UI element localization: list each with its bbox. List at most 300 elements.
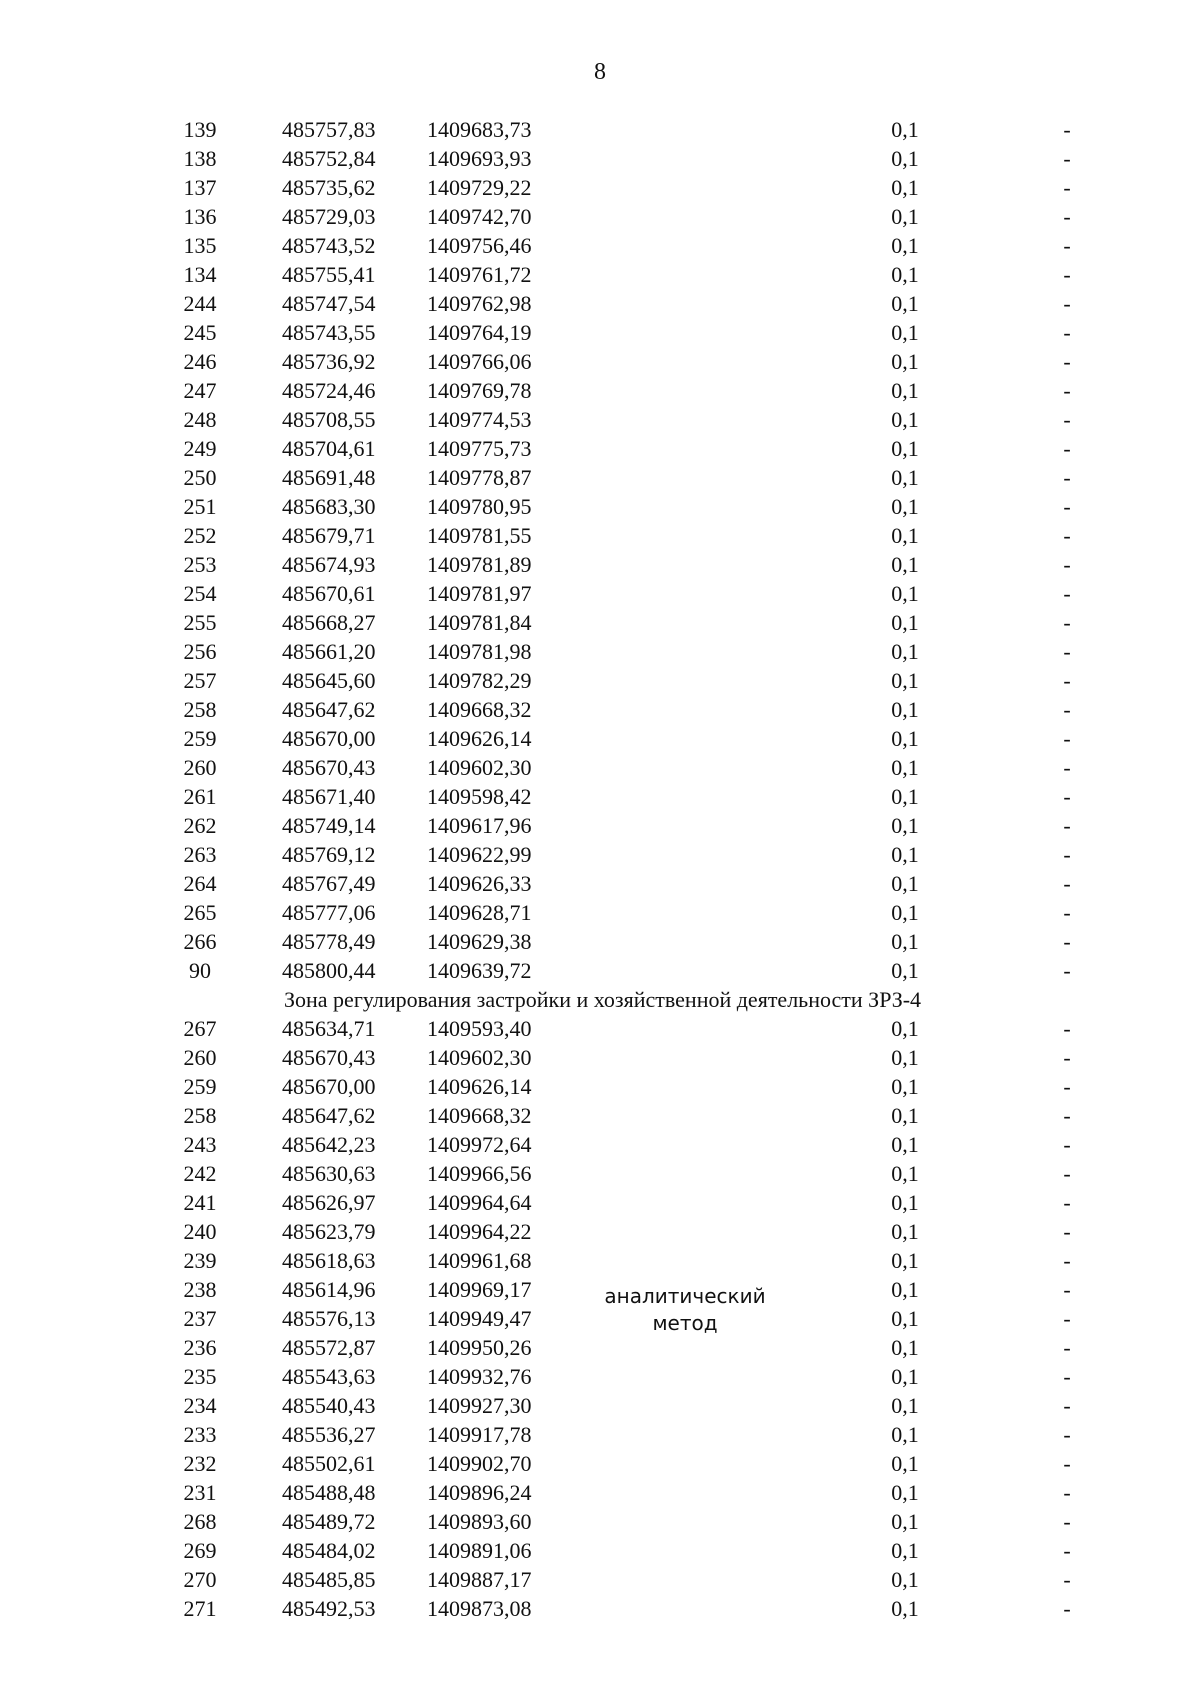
y-coordinate-cell: 1409964,64 xyxy=(427,1190,532,1215)
table-row xyxy=(0,1362,1200,1391)
y-coordinate-cell: 1409782,29 xyxy=(427,668,532,693)
x-coordinate-cell: 485747,54 xyxy=(282,291,376,316)
accuracy-cell: 0,1 xyxy=(891,726,919,751)
point-number-cell: 242 xyxy=(183,1161,217,1186)
table-row xyxy=(0,231,1200,260)
y-coordinate-cell: 1409775,73 xyxy=(427,436,532,461)
x-coordinate-cell: 485729,03 xyxy=(282,204,376,229)
x-coordinate-cell: 485668,27 xyxy=(282,610,376,635)
dash-cell: - xyxy=(1063,929,1071,954)
dash-cell: - xyxy=(1063,1190,1071,1215)
point-number-cell: 271 xyxy=(183,1596,217,1621)
x-coordinate-cell: 485670,61 xyxy=(282,581,376,606)
table-row xyxy=(0,289,1200,318)
method-label-line-1: аналитический xyxy=(604,1284,766,1308)
table-row xyxy=(0,202,1200,231)
point-number-cell: 261 xyxy=(183,784,217,809)
table-row xyxy=(0,1014,1200,1043)
method-label xyxy=(590,1283,780,1337)
dash-cell: - xyxy=(1063,1306,1071,1331)
accuracy-cell: 0,1 xyxy=(891,291,919,316)
dash-cell: - xyxy=(1063,871,1071,896)
table-row xyxy=(0,1507,1200,1536)
point-number-cell: 257 xyxy=(183,668,217,693)
table-row xyxy=(0,782,1200,811)
table-row xyxy=(0,1072,1200,1101)
y-coordinate-cell: 1409893,60 xyxy=(427,1509,532,1534)
table-row xyxy=(0,840,1200,869)
x-coordinate-cell: 485736,92 xyxy=(282,349,376,374)
point-number-cell: 245 xyxy=(183,320,217,345)
dash-cell: - xyxy=(1063,1451,1071,1476)
y-coordinate-cell: 1409668,32 xyxy=(427,1103,532,1128)
y-coordinate-cell: 1409969,17 xyxy=(427,1277,532,1302)
y-coordinate-cell: 1409781,89 xyxy=(427,552,532,577)
x-coordinate-cell: 485800,44 xyxy=(282,958,376,983)
dash-cell: - xyxy=(1063,813,1071,838)
x-coordinate-cell: 485488,48 xyxy=(282,1480,376,1505)
y-coordinate-cell: 1409593,40 xyxy=(427,1016,532,1041)
x-coordinate-cell: 485679,71 xyxy=(282,523,376,548)
table-row xyxy=(0,318,1200,347)
point-number-cell: 260 xyxy=(183,755,217,780)
dash-cell: - xyxy=(1063,465,1071,490)
x-coordinate-cell: 485743,55 xyxy=(282,320,376,345)
accuracy-cell: 0,1 xyxy=(891,407,919,432)
y-coordinate-cell: 1409683,73 xyxy=(427,117,532,142)
accuracy-cell: 0,1 xyxy=(891,436,919,461)
dash-cell: - xyxy=(1063,523,1071,548)
table-row xyxy=(0,492,1200,521)
dash-cell: - xyxy=(1063,639,1071,664)
point-number-cell: 90 xyxy=(189,958,211,983)
accuracy-cell: 0,1 xyxy=(891,929,919,954)
accuracy-cell: 0,1 xyxy=(891,1364,919,1389)
accuracy-cell: 0,1 xyxy=(891,320,919,345)
accuracy-cell: 0,1 xyxy=(891,1538,919,1563)
accuracy-cell: 0,1 xyxy=(891,204,919,229)
point-number-cell: 137 xyxy=(183,175,217,200)
y-coordinate-cell: 1409729,22 xyxy=(427,175,532,200)
accuracy-cell: 0,1 xyxy=(891,1045,919,1070)
point-number-cell: 234 xyxy=(183,1393,217,1418)
page-number: 8 xyxy=(594,59,606,85)
y-coordinate-cell: 1409766,06 xyxy=(427,349,532,374)
x-coordinate-cell: 485670,00 xyxy=(282,1074,376,1099)
point-number-cell: 269 xyxy=(183,1538,217,1563)
x-coordinate-cell: 485634,71 xyxy=(282,1016,376,1041)
accuracy-cell: 0,1 xyxy=(891,117,919,142)
accuracy-cell: 0,1 xyxy=(891,349,919,374)
y-coordinate-cell: 1409639,72 xyxy=(427,958,532,983)
x-coordinate-cell: 485670,43 xyxy=(282,1045,376,1070)
point-number-cell: 239 xyxy=(183,1248,217,1273)
point-number-cell: 138 xyxy=(183,146,217,171)
table-row xyxy=(0,1159,1200,1188)
accuracy-cell: 0,1 xyxy=(891,1277,919,1302)
dash-cell: - xyxy=(1063,407,1071,432)
x-coordinate-cell: 485645,60 xyxy=(282,668,376,693)
point-number-cell: 238 xyxy=(183,1277,217,1302)
dash-cell: - xyxy=(1063,1567,1071,1592)
dash-cell: - xyxy=(1063,1103,1071,1128)
dash-cell: - xyxy=(1063,1596,1071,1621)
table-row xyxy=(0,608,1200,637)
table-row xyxy=(0,1217,1200,1246)
x-coordinate-cell: 485647,62 xyxy=(282,697,376,722)
point-number-cell: 247 xyxy=(183,378,217,403)
y-coordinate-cell: 1409927,30 xyxy=(427,1393,532,1418)
x-coordinate-cell: 485670,00 xyxy=(282,726,376,751)
x-coordinate-cell: 485614,96 xyxy=(282,1277,376,1302)
y-coordinate-cell: 1409781,55 xyxy=(427,523,532,548)
point-number-cell: 262 xyxy=(183,813,217,838)
dash-cell: - xyxy=(1063,1219,1071,1244)
point-number-cell: 237 xyxy=(183,1306,217,1331)
point-number-cell: 254 xyxy=(183,581,217,606)
table-row xyxy=(0,579,1200,608)
table-row xyxy=(0,1536,1200,1565)
table-row xyxy=(0,1478,1200,1507)
table-row xyxy=(0,260,1200,289)
dash-cell: - xyxy=(1063,262,1071,287)
dash-cell: - xyxy=(1063,1277,1071,1302)
accuracy-cell: 0,1 xyxy=(891,1306,919,1331)
dash-cell: - xyxy=(1063,784,1071,809)
dash-cell: - xyxy=(1063,291,1071,316)
y-coordinate-cell: 1409762,98 xyxy=(427,291,532,316)
y-coordinate-cell: 1409972,64 xyxy=(427,1132,532,1157)
table-row xyxy=(0,1391,1200,1420)
y-coordinate-cell: 1409626,33 xyxy=(427,871,532,896)
accuracy-cell: 0,1 xyxy=(891,175,919,200)
y-coordinate-cell: 1409742,70 xyxy=(427,204,532,229)
accuracy-cell: 0,1 xyxy=(891,1596,919,1621)
point-number-cell: 259 xyxy=(183,726,217,751)
y-coordinate-cell: 1409617,96 xyxy=(427,813,532,838)
accuracy-cell: 0,1 xyxy=(891,900,919,925)
dash-cell: - xyxy=(1063,1248,1071,1273)
accuracy-cell: 0,1 xyxy=(891,552,919,577)
point-number-cell: 241 xyxy=(183,1190,217,1215)
x-coordinate-cell: 485767,49 xyxy=(282,871,376,896)
table-row xyxy=(0,869,1200,898)
point-number-cell: 258 xyxy=(183,1103,217,1128)
table-row xyxy=(0,1420,1200,1449)
accuracy-cell: 0,1 xyxy=(891,1219,919,1244)
y-coordinate-cell: 1409628,71 xyxy=(427,900,532,925)
dash-cell: - xyxy=(1063,1161,1071,1186)
table-row xyxy=(0,1333,1200,1362)
dash-cell: - xyxy=(1063,1045,1071,1070)
x-coordinate-cell: 485778,49 xyxy=(282,929,376,954)
x-coordinate-cell: 485576,13 xyxy=(282,1306,376,1331)
table-row xyxy=(0,927,1200,956)
accuracy-cell: 0,1 xyxy=(891,146,919,171)
accuracy-cell: 0,1 xyxy=(891,1016,919,1041)
table-row xyxy=(0,898,1200,927)
x-coordinate-cell: 485623,79 xyxy=(282,1219,376,1244)
x-coordinate-cell: 485674,93 xyxy=(282,552,376,577)
point-number-cell: 231 xyxy=(183,1480,217,1505)
point-number-cell: 250 xyxy=(183,465,217,490)
point-number-cell: 255 xyxy=(183,610,217,635)
x-coordinate-cell: 485540,43 xyxy=(282,1393,376,1418)
point-number-cell: 135 xyxy=(183,233,217,258)
point-number-cell: 253 xyxy=(183,552,217,577)
accuracy-cell: 0,1 xyxy=(891,813,919,838)
dash-cell: - xyxy=(1063,726,1071,751)
point-number-cell: 267 xyxy=(183,1016,217,1041)
point-number-cell: 233 xyxy=(183,1422,217,1447)
accuracy-cell: 0,1 xyxy=(891,1509,919,1534)
y-coordinate-cell: 1409950,26 xyxy=(427,1335,532,1360)
table-row xyxy=(0,956,1200,985)
dash-cell: - xyxy=(1063,320,1071,345)
coordinates-section-1 xyxy=(0,115,1200,985)
table-row xyxy=(0,405,1200,434)
accuracy-cell: 0,1 xyxy=(891,1248,919,1273)
y-coordinate-cell: 1409780,95 xyxy=(427,494,532,519)
dash-cell: - xyxy=(1063,697,1071,722)
accuracy-cell: 0,1 xyxy=(891,523,919,548)
table-row xyxy=(0,550,1200,579)
x-coordinate-cell: 485671,40 xyxy=(282,784,376,809)
dash-cell: - xyxy=(1063,1480,1071,1505)
x-coordinate-cell: 485502,61 xyxy=(282,1451,376,1476)
x-coordinate-cell: 485489,72 xyxy=(282,1509,376,1534)
table-row xyxy=(0,1043,1200,1072)
point-number-cell: 260 xyxy=(183,1045,217,1070)
x-coordinate-cell: 485543,63 xyxy=(282,1364,376,1389)
point-number-cell: 258 xyxy=(183,697,217,722)
accuracy-cell: 0,1 xyxy=(891,1103,919,1128)
accuracy-cell: 0,1 xyxy=(891,1132,919,1157)
table-row xyxy=(0,115,1200,144)
dash-cell: - xyxy=(1063,1016,1071,1041)
point-number-cell: 243 xyxy=(183,1132,217,1157)
dash-cell: - xyxy=(1063,552,1071,577)
accuracy-cell: 0,1 xyxy=(891,1451,919,1476)
x-coordinate-cell: 485743,52 xyxy=(282,233,376,258)
y-coordinate-cell: 1409693,93 xyxy=(427,146,532,171)
point-number-cell: 263 xyxy=(183,842,217,867)
accuracy-cell: 0,1 xyxy=(891,958,919,983)
x-coordinate-cell: 485691,48 xyxy=(282,465,376,490)
accuracy-cell: 0,1 xyxy=(891,697,919,722)
dash-cell: - xyxy=(1063,610,1071,635)
x-coordinate-cell: 485683,30 xyxy=(282,494,376,519)
table-row xyxy=(0,1188,1200,1217)
x-coordinate-cell: 485485,85 xyxy=(282,1567,376,1592)
accuracy-cell: 0,1 xyxy=(891,639,919,664)
dash-cell: - xyxy=(1063,378,1071,403)
point-number-cell: 236 xyxy=(183,1335,217,1360)
accuracy-cell: 0,1 xyxy=(891,784,919,809)
accuracy-cell: 0,1 xyxy=(891,1567,919,1592)
table-row xyxy=(0,666,1200,695)
point-number-cell: 265 xyxy=(183,900,217,925)
x-coordinate-cell: 485777,06 xyxy=(282,900,376,925)
dash-cell: - xyxy=(1063,1538,1071,1563)
x-coordinate-cell: 485749,14 xyxy=(282,813,376,838)
dash-cell: - xyxy=(1063,1364,1071,1389)
y-coordinate-cell: 1409887,17 xyxy=(427,1567,532,1592)
y-coordinate-cell: 1409917,78 xyxy=(427,1422,532,1447)
y-coordinate-cell: 1409629,38 xyxy=(427,929,532,954)
table-row xyxy=(0,1565,1200,1594)
y-coordinate-cell: 1409902,70 xyxy=(427,1451,532,1476)
dash-cell: - xyxy=(1063,204,1071,229)
x-coordinate-cell: 485647,62 xyxy=(282,1103,376,1128)
y-coordinate-cell: 1409896,24 xyxy=(427,1480,532,1505)
dash-cell: - xyxy=(1063,755,1071,780)
table-row xyxy=(0,463,1200,492)
dash-cell: - xyxy=(1063,1422,1071,1447)
point-number-cell: 139 xyxy=(183,117,217,142)
point-number-cell: 264 xyxy=(183,871,217,896)
x-coordinate-cell: 485661,20 xyxy=(282,639,376,664)
accuracy-cell: 0,1 xyxy=(891,871,919,896)
table-row xyxy=(0,1101,1200,1130)
x-coordinate-cell: 485752,84 xyxy=(282,146,376,171)
dash-cell: - xyxy=(1063,117,1071,142)
dash-cell: - xyxy=(1063,1393,1071,1418)
point-number-cell: 256 xyxy=(183,639,217,664)
x-coordinate-cell: 485536,27 xyxy=(282,1422,376,1447)
method-label-line-2: метод xyxy=(652,1311,718,1335)
x-coordinate-cell: 485769,12 xyxy=(282,842,376,867)
x-coordinate-cell: 485755,41 xyxy=(282,262,376,287)
x-coordinate-cell: 485708,55 xyxy=(282,407,376,432)
dash-cell: - xyxy=(1063,1509,1071,1534)
accuracy-cell: 0,1 xyxy=(891,755,919,780)
point-number-cell: 136 xyxy=(183,204,217,229)
dash-cell: - xyxy=(1063,436,1071,461)
point-number-cell: 134 xyxy=(183,262,217,287)
table-row xyxy=(0,144,1200,173)
point-number-cell: 270 xyxy=(183,1567,217,1592)
dash-cell: - xyxy=(1063,233,1071,258)
y-coordinate-cell: 1409598,42 xyxy=(427,784,532,809)
point-number-cell: 268 xyxy=(183,1509,217,1534)
y-coordinate-cell: 1409964,22 xyxy=(427,1219,532,1244)
dash-cell: - xyxy=(1063,958,1071,983)
accuracy-cell: 0,1 xyxy=(891,1422,919,1447)
y-coordinate-cell: 1409774,53 xyxy=(427,407,532,432)
x-coordinate-cell: 485572,87 xyxy=(282,1335,376,1360)
x-coordinate-cell: 485618,63 xyxy=(282,1248,376,1273)
dash-cell: - xyxy=(1063,668,1071,693)
dash-cell: - xyxy=(1063,581,1071,606)
x-coordinate-cell: 485735,62 xyxy=(282,175,376,200)
table-row xyxy=(0,1449,1200,1478)
x-coordinate-cell: 485484,02 xyxy=(282,1538,376,1563)
y-coordinate-cell: 1409668,32 xyxy=(427,697,532,722)
point-number-cell: 235 xyxy=(183,1364,217,1389)
y-coordinate-cell: 1409764,19 xyxy=(427,320,532,345)
table-row xyxy=(0,1594,1200,1623)
accuracy-cell: 0,1 xyxy=(891,494,919,519)
point-number-cell: 244 xyxy=(183,291,217,316)
point-number-cell: 232 xyxy=(183,1451,217,1476)
y-coordinate-cell: 1409891,06 xyxy=(427,1538,532,1563)
x-coordinate-cell: 485757,83 xyxy=(282,117,376,142)
y-coordinate-cell: 1409781,98 xyxy=(427,639,532,664)
y-coordinate-cell: 1409961,68 xyxy=(427,1248,532,1273)
accuracy-cell: 0,1 xyxy=(891,1393,919,1418)
table-row xyxy=(0,173,1200,202)
accuracy-cell: 0,1 xyxy=(891,465,919,490)
dash-cell: - xyxy=(1063,146,1071,171)
table-row xyxy=(0,434,1200,463)
dash-cell: - xyxy=(1063,175,1071,200)
point-number-cell: 246 xyxy=(183,349,217,374)
dash-cell: - xyxy=(1063,494,1071,519)
dash-cell: - xyxy=(1063,1335,1071,1360)
y-coordinate-cell: 1409602,30 xyxy=(427,1045,532,1070)
y-coordinate-cell: 1409761,72 xyxy=(427,262,532,287)
dash-cell: - xyxy=(1063,842,1071,867)
accuracy-cell: 0,1 xyxy=(891,1190,919,1215)
y-coordinate-cell: 1409781,84 xyxy=(427,610,532,635)
accuracy-cell: 0,1 xyxy=(891,581,919,606)
y-coordinate-cell: 1409781,97 xyxy=(427,581,532,606)
dash-cell: - xyxy=(1063,900,1071,925)
x-coordinate-cell: 485724,46 xyxy=(282,378,376,403)
y-coordinate-cell: 1409602,30 xyxy=(427,755,532,780)
accuracy-cell: 0,1 xyxy=(891,1161,919,1186)
y-coordinate-cell: 1409756,46 xyxy=(427,233,532,258)
accuracy-cell: 0,1 xyxy=(891,1335,919,1360)
y-coordinate-cell: 1409626,14 xyxy=(427,1074,532,1099)
point-number-cell: 259 xyxy=(183,1074,217,1099)
zone-heading: Зона регулирования застройки и хозяйственной деятельности ЗРЗ-4 xyxy=(284,987,922,1012)
y-coordinate-cell: 1409622,99 xyxy=(427,842,532,867)
accuracy-cell: 0,1 xyxy=(891,1480,919,1505)
x-coordinate-cell: 485642,23 xyxy=(282,1132,376,1157)
x-coordinate-cell: 485704,61 xyxy=(282,436,376,461)
x-coordinate-cell: 485630,63 xyxy=(282,1161,376,1186)
accuracy-cell: 0,1 xyxy=(891,842,919,867)
accuracy-cell: 0,1 xyxy=(891,610,919,635)
point-number-cell: 248 xyxy=(183,407,217,432)
table-row xyxy=(0,753,1200,782)
table-row xyxy=(0,811,1200,840)
point-number-cell: 266 xyxy=(183,929,217,954)
dash-cell: - xyxy=(1063,349,1071,374)
point-number-cell: 252 xyxy=(183,523,217,548)
point-number-cell: 240 xyxy=(183,1219,217,1244)
coordinates-table xyxy=(0,115,1200,1623)
accuracy-cell: 0,1 xyxy=(891,262,919,287)
y-coordinate-cell: 1409873,08 xyxy=(427,1596,532,1621)
table-row xyxy=(0,347,1200,376)
table-row xyxy=(0,521,1200,550)
accuracy-cell: 0,1 xyxy=(891,233,919,258)
y-coordinate-cell: 1409769,78 xyxy=(427,378,532,403)
y-coordinate-cell: 1409966,56 xyxy=(427,1161,532,1186)
accuracy-cell: 0,1 xyxy=(891,1074,919,1099)
dash-cell: - xyxy=(1063,1074,1071,1099)
point-number-cell: 249 xyxy=(183,436,217,461)
accuracy-cell: 0,1 xyxy=(891,378,919,403)
table-row xyxy=(0,724,1200,753)
point-number-cell: 251 xyxy=(183,494,217,519)
table-row xyxy=(0,695,1200,724)
accuracy-cell: 0,1 xyxy=(891,668,919,693)
table-row xyxy=(0,376,1200,405)
